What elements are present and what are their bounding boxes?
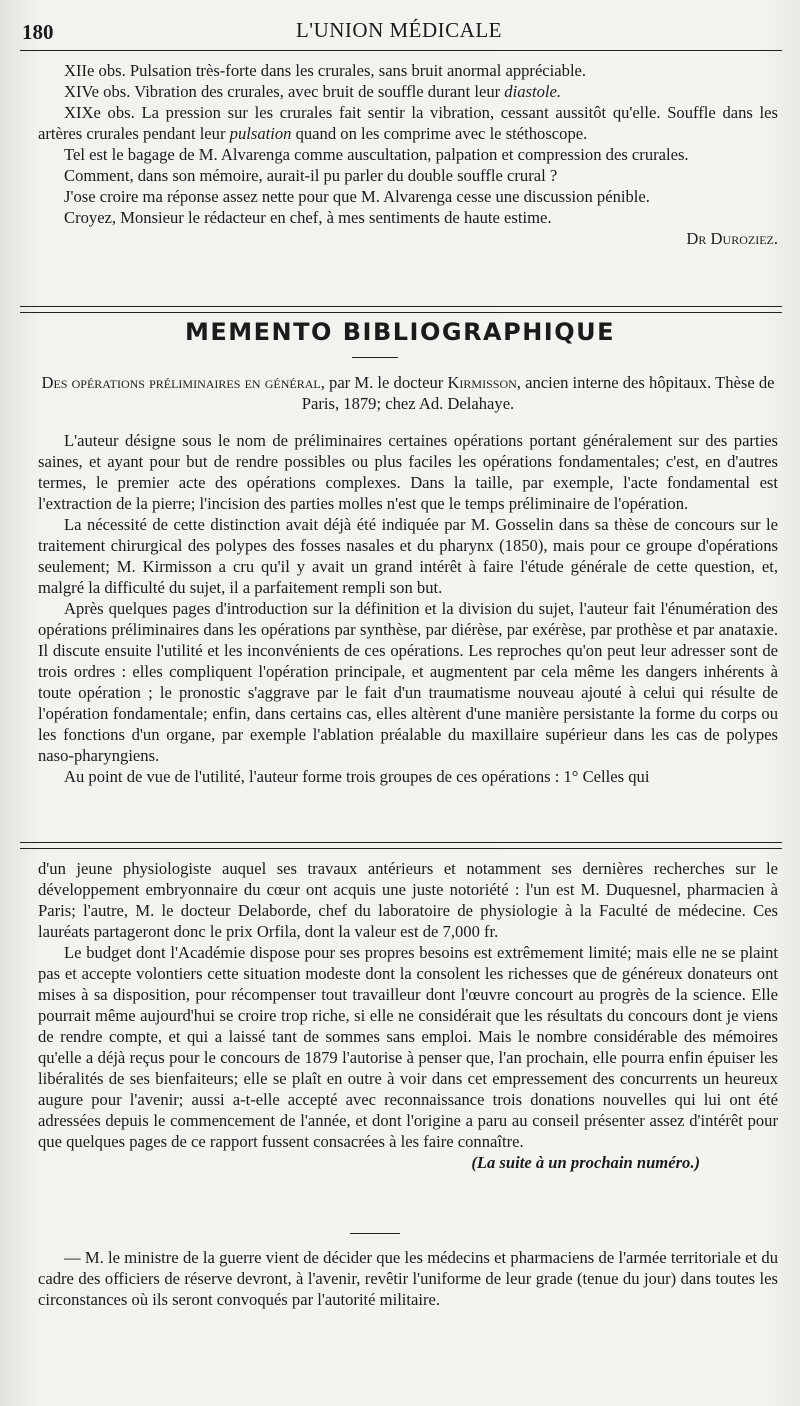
letter-section: [38, 60, 778, 249]
signature: Dr Duroziez.: [686, 229, 778, 248]
obs-xii: XIIe obs. Pulsation très-forte dans les crurales, sans bruit anormal appréciable.: [64, 61, 587, 80]
section-title: MEMENTO BIBLIOGRAPHIQUE: [184, 318, 616, 346]
obs-xiv: XIVe obs. Vibration des crurales, avec bruit de souffle durant leur diastole.: [64, 82, 561, 101]
memento-paragraph: Après quelques pages d'introduction sur la définition et la division du sujet, l'auteur fait l'énumération des opérations préliminaires dans les opérations par synthèse, par diérèse, par exérèse, par prothèse et par anataxie. Il discute ensuite l'utilité et les inconvénients de ces opérations. Les reproches qu'on peut leur adresser sont de trois ordres : elles compliquent l'opération principale, et augmentent par cela même les dangers inhérents à toute opération ; le pronostic s'aggrave par le fait d'un traumatisme nouveau ajouté à celui qui résulte de l'opération fondamentale; enfin, dans certains cas, elles altèrent d'une manière persistante la forme du corps ou les fonctions d'un organe, par exemple l'ablation préalable du maxillaire supérieur dans les cas de polypes naso-pharyngiens.: [38, 599, 778, 765]
feuilleton-paragraph: d'un jeune physiologiste auquel ses travaux antérieurs et notamment ses dernières recherches sur le développement embryonnaire du cœur ont acquis une juste notoriété : l'un est M. Duquesnel, pharmacien à Paris; l'autre, M. le docteur Delaborde, chef du laboratoire de physiologie à la Faculté de médecine. Ces lauréats partageront donc le prix Orfila, dont la valeur est de 7,000 fr.: [38, 859, 778, 941]
news-paragraph: — M. le ministre de la guerre vient de décider que les médecins et pharmaciens de l'armée territoriale et du cadre des officiers de réserve devront, à l'avenir, revêtir l'uniforme de leur grade (tenue du jour) dans toutes les circonstances où ils seront convoqués par l'autorité militaire.: [38, 1248, 778, 1309]
memento-paragraph: La nécessité de cette distinction avait déjà été indiquée par M. Gosselin dans sa thèse de concours sur le traitement chirurgical des polypes des fosses nasales et du pharynx (1850), mais pour ce groupe d'opérations seulement; M. Kirmisson a cru qu'il y avait un grand intérêt à faire l'étude générale de cette question, et, malgré la difficulté du sujet, il a parfaitement rempli son but.: [38, 515, 778, 597]
letter-paragraph: Croyez, Monsieur le rédacteur en chef, à mes sentiments de haute estime.: [64, 208, 552, 227]
running-title: L'UNION MÉDICALE: [295, 18, 502, 42]
letter-paragraph: Comment, dans son mémoire, aurait-il pu parler du double souffle crural ?: [64, 166, 558, 185]
title-underline: [352, 357, 398, 358]
letter-paragraph: J'ose croire ma réponse assez nette pour que M. Alvarenga cesse une discussion pénible.: [64, 187, 650, 206]
bibliographic-reference: Des opérations préliminaires en général, par M. le docteur Kirmisson, ancien interne des hôpitaux. Thèse de Paris, 1879; chez Ad. Delahaye.: [41, 373, 775, 413]
memento-body: [38, 430, 778, 787]
page-number: 180: [22, 20, 54, 44]
letter-paragraph: Tel est le bagage de M. Alvarenga comme auscultation, palpation et compression des crurales.: [64, 145, 689, 164]
continued-note: (La suite à un prochain numéro.): [471, 1153, 700, 1172]
separator-rule: [350, 1233, 400, 1234]
obs-xix: XIXe obs. La pression sur les crurales fait sentir la vibration, cessant aussitôt qu'elle. Souffle dans les artères crurales pendant leur pulsation quand on les comprime avec le stéthoscope.: [38, 103, 778, 143]
header-rule: [20, 50, 782, 51]
section-double-rule: [20, 306, 782, 313]
feuilleton-double-rule: [20, 842, 782, 849]
news-section: [38, 1247, 778, 1310]
feuilleton-section: [38, 858, 778, 1173]
feuilleton-paragraph: Le budget dont l'Académie dispose pour ses propres besoins est extrêmement limité; mais elle ne se plaint pas et accepte volontiers cette situation modeste dont la consolent les richesses que de généreux donateurs ont mises à sa disposition, pour récompenser tout travailleur dont l'œuvre concourt au progrès de la science. Elle pourrait même aujourd'hui se croire trop riche, si elle ne considérait que les résultats du concours dont je viens de rendre compte, et qui a laissé tant de sommes sans emploi. Mais le nombre considérable des mémoires qu'elle a déjà reçus pour le concours de 1879 l'autorise à penser que, l'an prochain, elle pourra enfin épuiser les libéralités de ses bienfaiteurs; elle se plaît en outre à voir dans cet empressement des concurrents un heureux augure pour l'avenir; aussi a-t-elle accepté avec reconnaissance trois donations nouvelles qui lui ont été adressées depuis le commencement de l'année, et dont l'origine a paru au conseil présenter assez d'intérêt pour que quelques pages de ce rapport fussent consacrées à les faire connaître.: [38, 943, 778, 1151]
page-header: [18, 16, 780, 44]
memento-paragraph: Au point de vue de l'utilité, l'auteur forme trois groupes de ces opérations : 1° Celles qui: [64, 767, 650, 786]
memento-paragraph: L'auteur désigne sous le nom de préliminaires certaines opérations portant généralement sur des parties saines, et ayant pour but de rendre possibles ou plus faciles les opérations fondamentales; c'est, en d'autres termes, le premier acte des opérations complexes. Dans la taille, par exemple, l'acte fondamental est l'extraction de la pierre; l'incision des parties molles n'est que le temps préliminaire de l'opération.: [38, 431, 778, 513]
